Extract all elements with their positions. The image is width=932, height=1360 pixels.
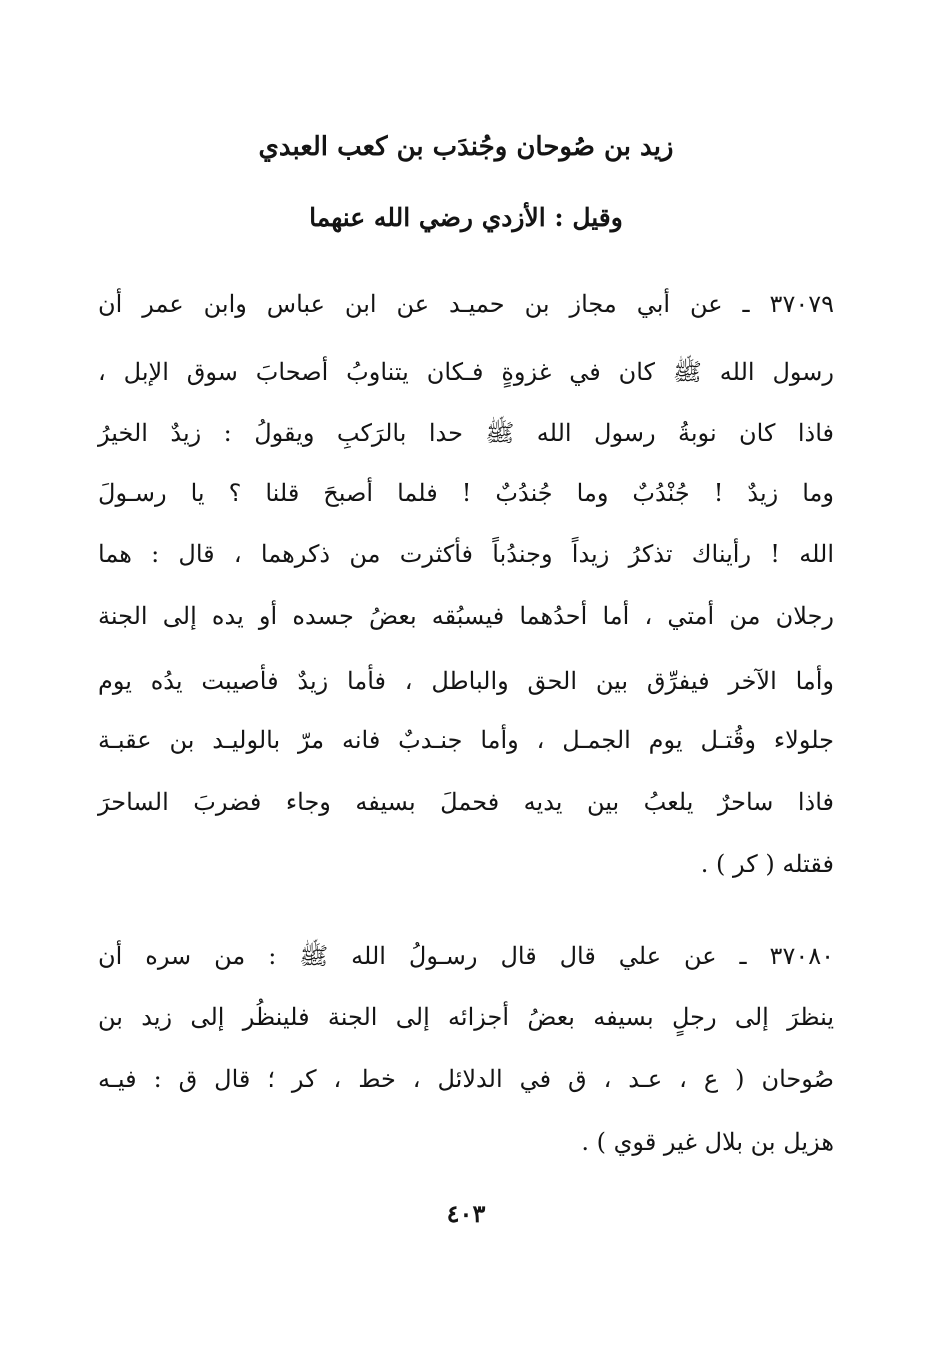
text-line: وما زيدٌ ! جُنْدُبٌ وما جُندُبٌ ! فلما أصبحَ قلنا ؟ يا رسـولَ	[98, 479, 834, 507]
text-line: رسول الله ﷺ كان في غزوةٍ فـكان يتناوبُ أصحابَ سوق الإبل ،	[98, 358, 834, 386]
chapter-heading-line-2: وقيل : الأزدي رضي الله عنهما	[309, 203, 623, 232]
text-line: ٣٧٠٧٩ ـ عن أبي مجاز بن حميـد عن ابن عباس وابن عمر أن	[98, 290, 834, 318]
text-line: صُوحان ( ع ، عـد ، ق في الدلائل ، خط ، كر ؛ قال ق : فيـه	[98, 1065, 834, 1093]
text-line: الله ! رأيناك تذكرُ زيداً وجندُباً فأكثرت من ذكرهما ، قال : هما	[98, 540, 834, 568]
text-line: فاذا ساحرٌ يلعبُ بين يديه فحملَ بسيفه وجاء فضربَ الساحرَ	[98, 788, 834, 816]
page-number: ٤٠٣	[446, 1199, 486, 1228]
text-line: جلولاء وقُتـل يوم الجمـل ، وأما جنـدبٌ فانه مرّ بالوليـد بن عقبـة	[98, 726, 834, 754]
text-line: ٣٧٠٨٠ ـ عن علي قال قال رسـولُ الله ﷺ : من سره أن	[98, 942, 834, 970]
text-line: رجلان من أمتي ، أما أحدُهما فيسبُقه بعضُ جسده أو يده إلى الجنة	[98, 602, 834, 630]
text-line: ينظرَ إلى رجلٍ بسيفه بعضُ أجزائه إلى الجنة فلينظُر إلى زيد بن	[98, 1003, 835, 1031]
text-line: هزيل بن بلال غير قوي ) .	[581, 1128, 834, 1156]
text-line: فاذا كان نوبةُ رسول الله ﷺ حدا بالرَكبِ ويقولُ : زيدٌ الخيرُ	[98, 419, 834, 447]
chapter-heading-line-1: زيد بن صُوحان وجُندَب بن كعب العبدي	[258, 132, 674, 162]
text-line: فقتله ( كر ) .	[700, 850, 834, 878]
text-line: وأما الآخر فيفرِّق بين الحق والباطل ، فأما زيدٌ فأصيبت يدُه يوم	[98, 667, 834, 695]
